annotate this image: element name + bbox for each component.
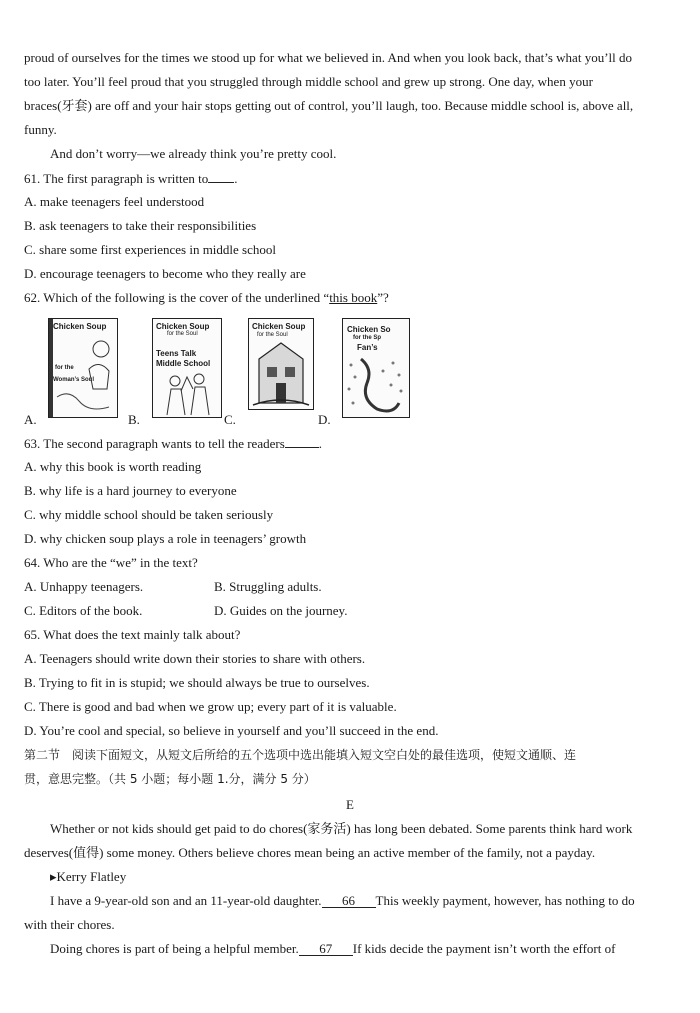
passage-line: funny. [24, 122, 57, 137]
passage-line: braces(牙套) are off and your hair stops getting out of control, you’ll laugh, too. Because middle school is, above all, [24, 98, 634, 113]
cover-label-b: B. [128, 412, 140, 427]
stem-end: . [234, 171, 238, 186]
stem-end: . [318, 436, 322, 451]
cover-title: Teens Talk [156, 349, 197, 358]
cover-title: Chicken Soup [252, 322, 306, 331]
option-d: D. You’re cool and special, so believe in yourself and you’ll succeed in the end. [24, 723, 439, 738]
option-a: A. Teenagers should write down their stories to share with others. [24, 651, 366, 666]
blank-67: 67 [299, 943, 353, 956]
question-stem: 61. The first paragraph is written to [24, 171, 209, 186]
passage-line [50, 941, 676, 957]
answer-blank [208, 170, 234, 183]
question-61 [24, 170, 676, 187]
stem-end: ”? [377, 290, 389, 305]
cover-title: Fan’s [357, 343, 378, 352]
passage-text: If kids decide the payment isn’t worth the effort of [352, 941, 616, 956]
option-b: B. ask teenagers to take their responsibilities [24, 218, 257, 233]
underlined-phrase: this book [329, 290, 378, 305]
passage-line: too later. You’ll feel proud that you struggled through middle school and grew up strong. One day, when your [24, 74, 593, 89]
question-65: 65. What does the text mainly talk about? [24, 627, 241, 642]
option-b: B. Trying to fit in is stupid; we should always be true to ourselves. [24, 675, 370, 690]
passage-text: Doing chores is part of being a helpful member. [50, 941, 299, 956]
option-a: A. why this book is worth reading [24, 459, 202, 474]
cover-illustration-icon [153, 319, 221, 417]
passage-title: E [346, 797, 354, 812]
passage-text: I have a 9-year-old son and an 11-year-old daughter. [50, 893, 322, 908]
option-c: C. Editors of the book. [24, 603, 143, 618]
option-b: B. why life is a hard journey to everyone [24, 483, 237, 498]
question-62 [24, 290, 676, 306]
cover-title: Chicken Soup [156, 322, 210, 331]
passage-line: And don’t worry—we already think you’re pretty cool. [50, 146, 337, 161]
option-a: A. make teenagers feel understood [24, 194, 205, 209]
passage-line: proud of ourselves for the times we stood up for what we believed in. And when you look back, that’s what you’ll do [24, 50, 632, 65]
option-c: C. share some first experiences in middle school [24, 242, 276, 257]
cover-illustration-icon [249, 319, 313, 409]
section-instructions: 贯，意思完整。（共 5 小题；每小题 1.分，满分 5 分） [24, 772, 316, 786]
cover-subtitle: Woman’s Soul [53, 377, 95, 383]
cover-label-d: D. [318, 412, 331, 427]
question-63 [24, 435, 676, 452]
cover-illustration-icon [343, 319, 409, 417]
cover-title: Middle School [156, 359, 211, 368]
blank-66: 66 [322, 895, 376, 908]
cover-subtitle: for the Soul [167, 331, 198, 337]
option-c: C. why middle school should be taken seriously [24, 507, 274, 522]
passage-line: Whether or not kids should get paid to do chores(家务活) has long been debated. Some parents think hard work [50, 821, 633, 836]
question-stem: 62. Which of the following is the cover of the underlined “ [24, 290, 330, 305]
cover-title: Chicken Soup [53, 322, 107, 331]
option-c: C. There is good and bad when we grow up; every part of it is valuable. [24, 699, 397, 714]
cover-options [24, 318, 444, 426]
book-cover-c [248, 318, 314, 410]
option-d: D. encourage teenagers to become who they really are [24, 266, 306, 281]
cover-subtitle: for the [55, 365, 74, 371]
book-cover-d [342, 318, 410, 418]
cover-subtitle: for the Soul [257, 332, 288, 338]
passage-line [50, 893, 676, 909]
book-cover-a [48, 318, 118, 418]
question-64: 64. Who are the “we” in the text? [24, 555, 198, 570]
cover-label-c: C. [224, 412, 236, 427]
cover-illustration-icon [49, 319, 117, 417]
author-line: ▸Kerry Flatley [50, 869, 127, 884]
option-b: B. Struggling adults. [214, 579, 322, 594]
passage-line: with their chores. [24, 917, 115, 932]
passage-text: This weekly payment, however, has nothing to do [375, 893, 635, 908]
passage-line: deserves(值得) some money. Others believe chores mean being an active member of the family, not a payday. [24, 845, 596, 860]
answer-blank [285, 435, 319, 448]
option-d: D. Guides on the journey. [214, 603, 348, 618]
option-a: A. Unhappy teenagers. [24, 579, 144, 594]
cover-subtitle: for the Sp [353, 335, 381, 341]
cover-title: Chicken So [347, 325, 391, 334]
option-d: D. why chicken soup plays a role in teenagers’ growth [24, 531, 307, 546]
book-cover-b [152, 318, 222, 418]
question-stem: 63. The second paragraph wants to tell the readers [24, 436, 285, 451]
section-instructions: 第二节 阅读下面短文，从短文后所给的五个选项中选出能填入短文空白处的最佳选项，使短文通顺、连 [24, 748, 577, 762]
cover-label-a: A. [24, 412, 37, 427]
